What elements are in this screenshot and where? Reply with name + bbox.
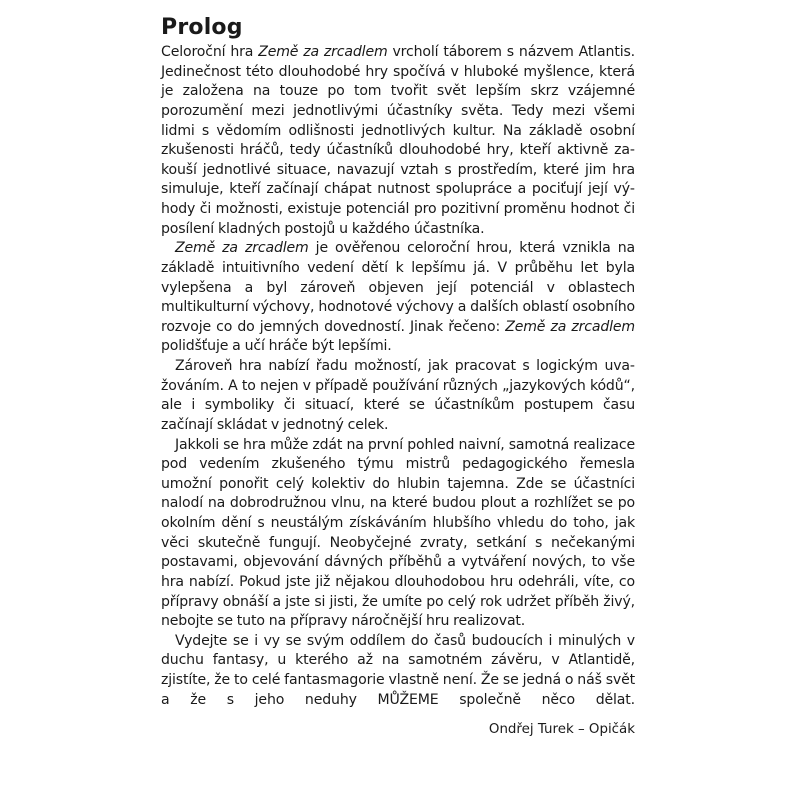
italic-title-run: Země za zrcadlem	[175, 240, 309, 257]
document-page	[161, 14, 635, 739]
italic-title-run: Země za zrcadlem	[258, 44, 388, 60]
paragraph-1	[161, 43, 635, 239]
text-run: polidšťuje a učí hráče být lepšími.	[161, 338, 392, 355]
paragraph-2	[161, 239, 635, 357]
page-title: Prolog	[161, 15, 243, 40]
paragraph-5	[161, 632, 635, 711]
author-signature: Ondřej Turek – Opičák	[488, 722, 635, 738]
text-run: Celoroční hra	[161, 44, 259, 60]
paragraph-4	[161, 436, 635, 632]
paragraph-3	[161, 357, 635, 436]
text-run: je ověřenou celoroční hrou, která vznikla na základě intuitivního vedení dětí k lepšímu já. V průběhu let byla vylepšena a byl zároveň objeven její potenciál v oblastech multikulturní výchovy, hodnotové výchovy a dalších oblastí osobního rozvoje co do jemných dovedností. Jinak řečeno:	[161, 240, 635, 335]
text-run: Zároveň hra nabízí řadu možností, jak pracovat s logickým uvažováním. A to nejen v případě používání různých „jazykových kódů“, ale i symboliky či situací, které se účastníkům postupem času začínají skládat v jednotný celek.	[161, 358, 635, 433]
text-run: Vydejte se i vy se svým oddílem do časů budoucích i minulých v duchu fantasy, u kterého až na samotném závěru, v Atlantidě, zjistíte, že to celé fantasmagorie vlastně není. Že se jedná o náš svět a že s jeho neduhy MŮŽEME společně něco dělat.	[161, 632, 635, 708]
text-run: vrcholí táborem s názvem Atlantis. Jedinečnost této dlouhodobé hry spočívá v hluboké myšlence, která je založena na touze po tom tvořit svět lepším skrz vzájemné porozumění mezi jednotlivými účastníky světa. Tedy mezi všemi lidmi s vědomím odlišnosti jednotlivých kultur. Na základě osobní zkušenosti hráčů, tedy účastníků dlouhodobé hry, kteří aktivně zakouší jednotlivé situace, navazují vztah s prostředím, které jim hra simuluje, kteří začínají chápat nutnost spolupráce a pociťují její výhody či možnosti, existuje potenciál pro pozitivní proměnu hodnot či posílení kladných postojů u každého účastníka.	[161, 44, 635, 237]
italic-title-run: Země za zrcadlem	[505, 318, 635, 335]
text-run: Jakkoli se hra může zdát na první pohled naivní, samotná realizace pod vedením zkušeného týmu mistrů pedagogického řemesla umožní ponořit celý kolektiv do hlubin tajemna. Zde se účastníci nalodí na dobrodružnou vlnu, na které budou plout a rozhlížet se po okolním dění s neustálým získáváním hlubšího vhledu do toho, jak věci skutečně fungují. Neobyčejné zvraty, setkání s nečekanými postavami, objevování dávných příběhů a vytváření nových, to vše hra nabízí. Pokud jste již nějakou dlouhodobou hru odehráli, víte, co přípravy obnáší a jste si jisti, že umíte po celý rok udržet příběh živý, nebojte se tuto na přípravy náročnější hru realizovat.	[161, 436, 635, 630]
